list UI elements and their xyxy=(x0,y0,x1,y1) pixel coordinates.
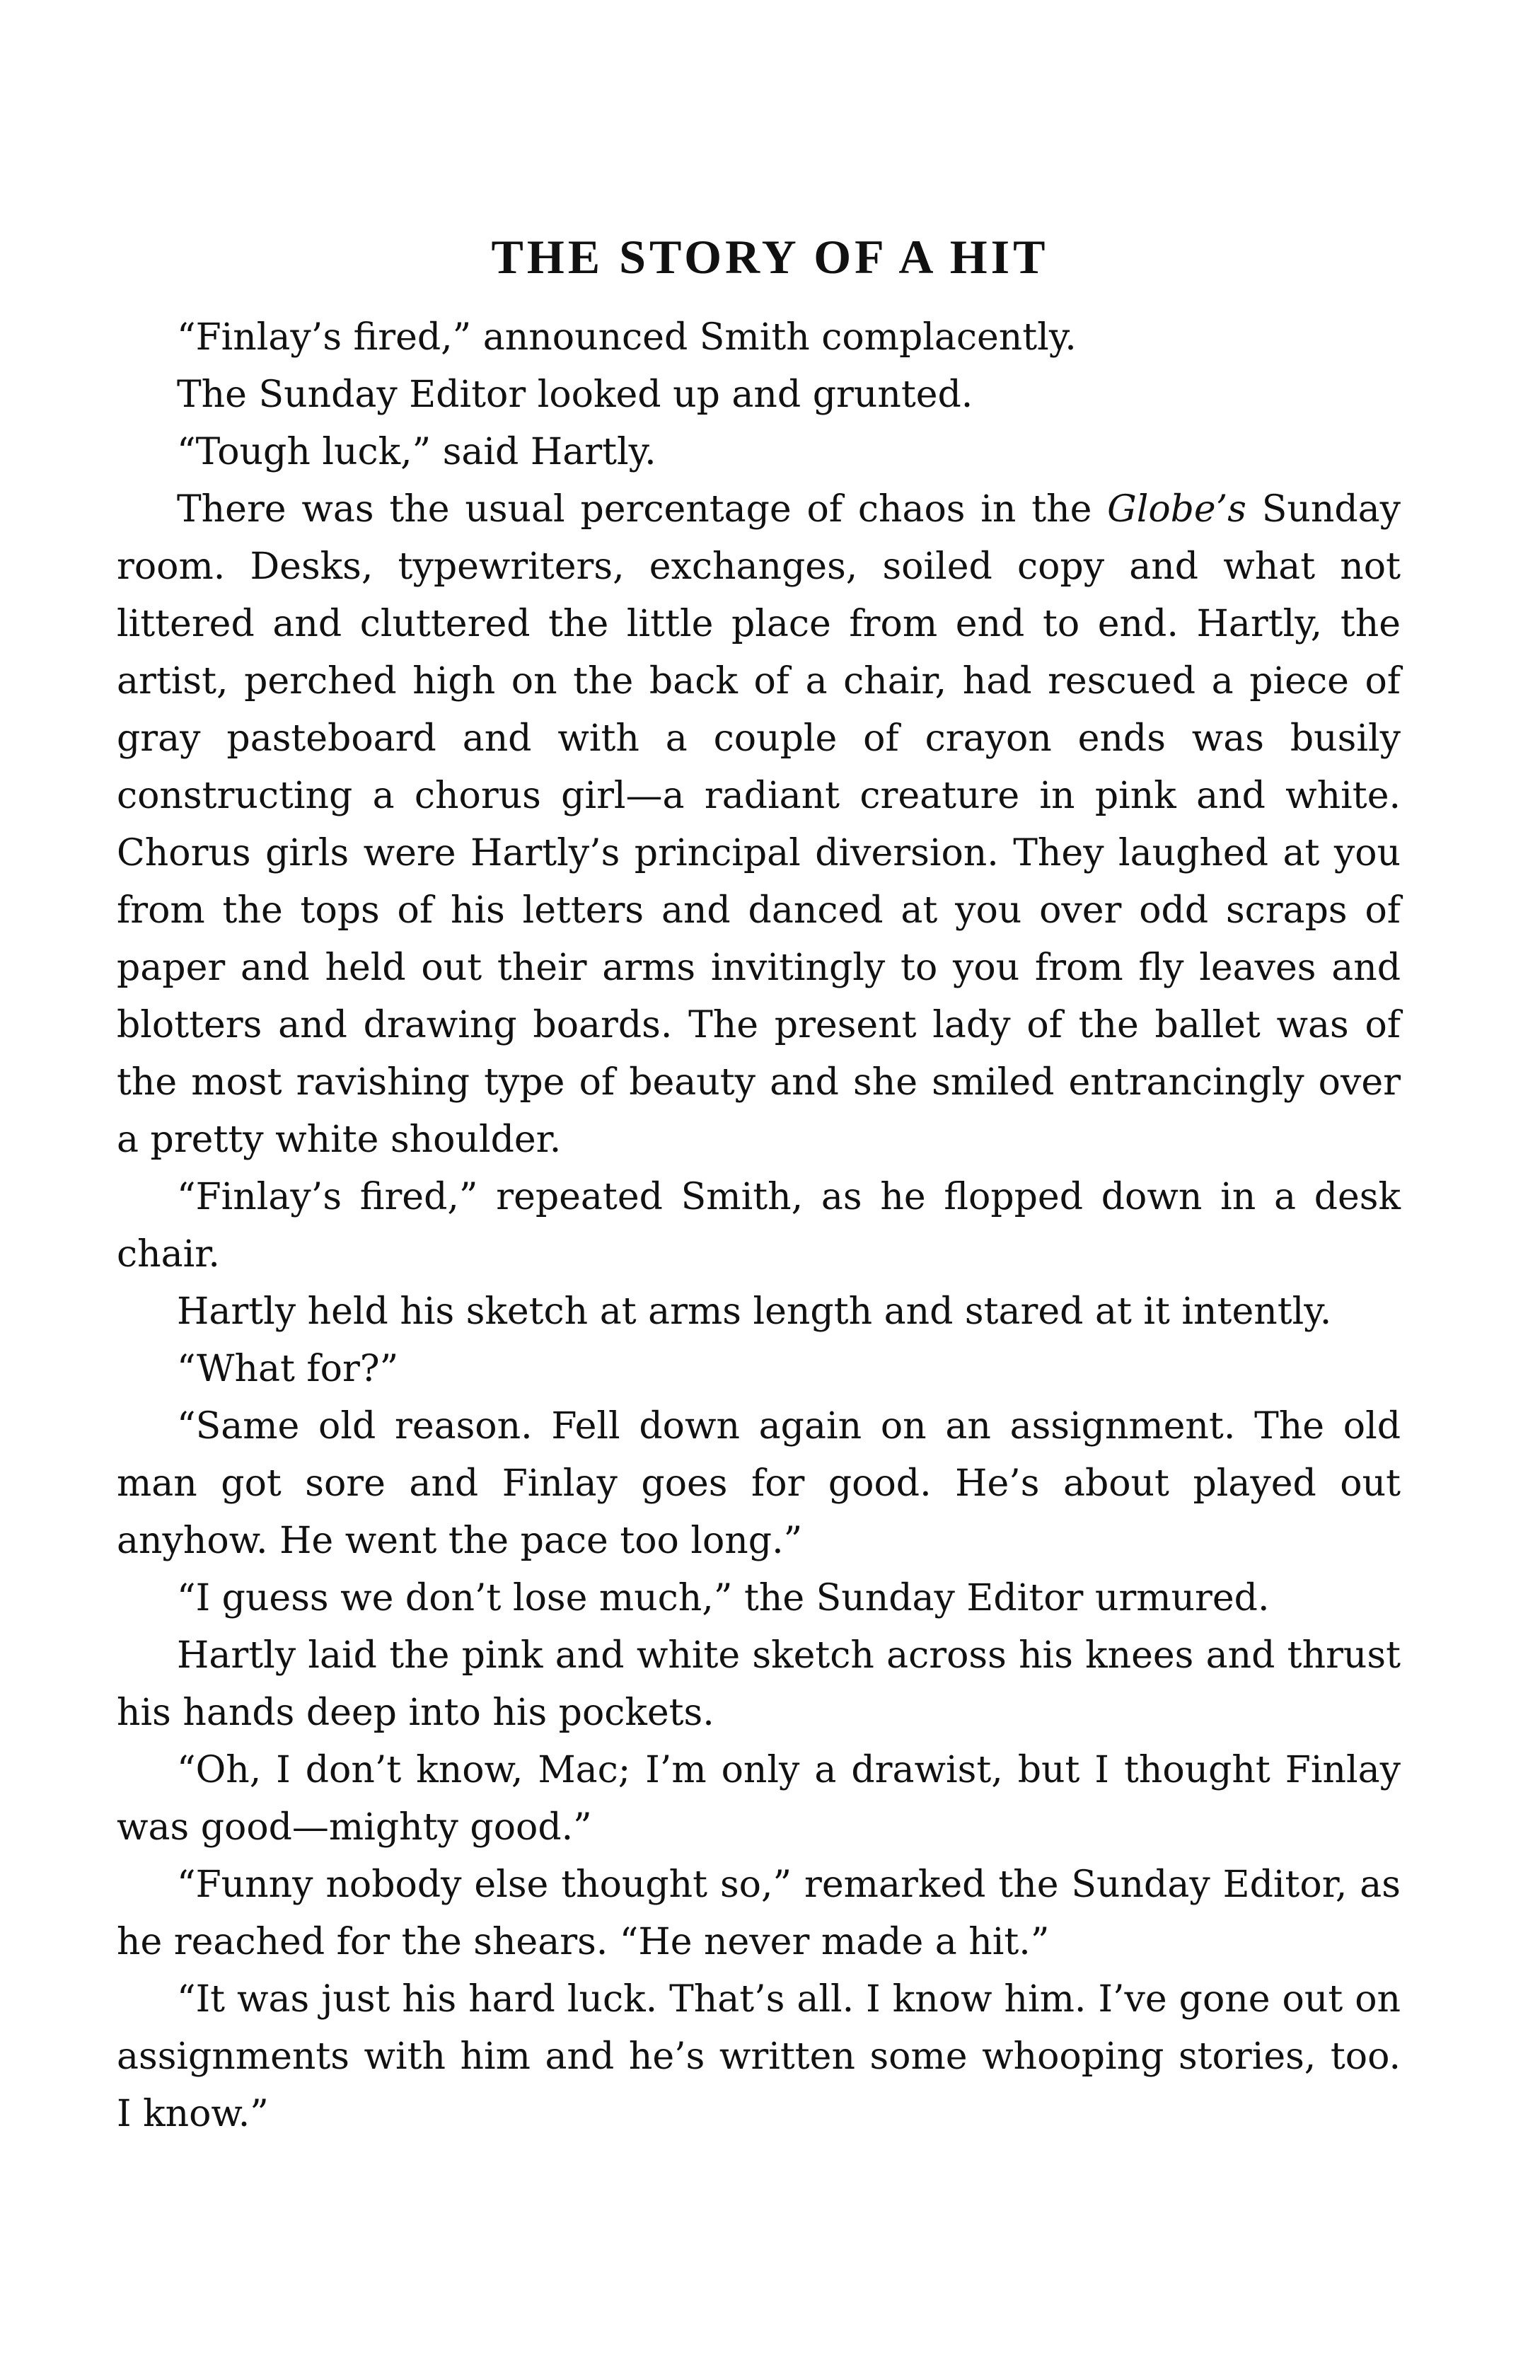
paragraph-text: Sunday room. Desks, typewriters, exchanges, soiled copy and what not littered and cluttered the little place from end to end. Hartly, the artist, perched high on the back of a chair, had rescued a piece of gray pasteboard and with a couple of crayon ends was busily constructing a chorus girl—a radiant creature in pink and white. Chorus girls were Hartly’s principal diversion. They laughed at you from the tops of his letters and danced at you over odd scraps of paper and held out their arms invitingly to you from fly leaves and blotters and drawing boards. The present lady of the ballet was of the most ravishing type of beauty and she smiled entrancingly over a pretty white shoulder. xyxy=(117,488,1401,1161)
paragraph: Hartly laid the pink and white sketch across his knees and thrust his hands deep into his pockets. xyxy=(117,1634,1401,1734)
paragraph: “Finlay’s fired,” repeated Smith, as he flopped down in a desk chair. xyxy=(117,1176,1401,1276)
paragraph: “Finlay’s fired,” announced Smith complacently. xyxy=(177,316,1077,359)
paragraph: “It was just his hard luck. That’s all. I know him. I’ve gone out on assignments with him and he’s written some whooping stories, too. I know.” xyxy=(117,1978,1401,2135)
paragraph-text: There was the usual percentage of chaos in the xyxy=(177,488,1108,531)
paragraph xyxy=(117,481,1401,1169)
paragraph: “Oh, I don’t know, Mac; I’m only a drawist, but I thought Finlay was good—mighty good.” xyxy=(117,1749,1401,1849)
paragraph: The Sunday Editor looked up and grunted. xyxy=(177,374,973,416)
paragraph: Hartly held his sketch at arms length and stared at it intently. xyxy=(177,1290,1332,1333)
body-text xyxy=(117,309,1401,2143)
paragraph: “I guess we don’t lose much,” the Sunday Editor urmured. xyxy=(177,1577,1270,1619)
paragraph: “Same old reason. Fell down again on an assignment. The old man got sore and Finlay goes for good. He’s about played out anyhow. He went the pace too long.” xyxy=(117,1405,1401,1562)
paragraph: “Tough luck,” said Hartly. xyxy=(177,431,656,473)
chapter-title: THE STORY OF A HIT xyxy=(491,230,1049,284)
paragraph: “Funny nobody else thought so,” remarked the Sunday Editor, as he reached for the shears. “He never made a hit.” xyxy=(117,1864,1401,1963)
italic-publication-name: Globe’s xyxy=(1107,488,1246,531)
paragraph: “What for?” xyxy=(177,1348,399,1390)
